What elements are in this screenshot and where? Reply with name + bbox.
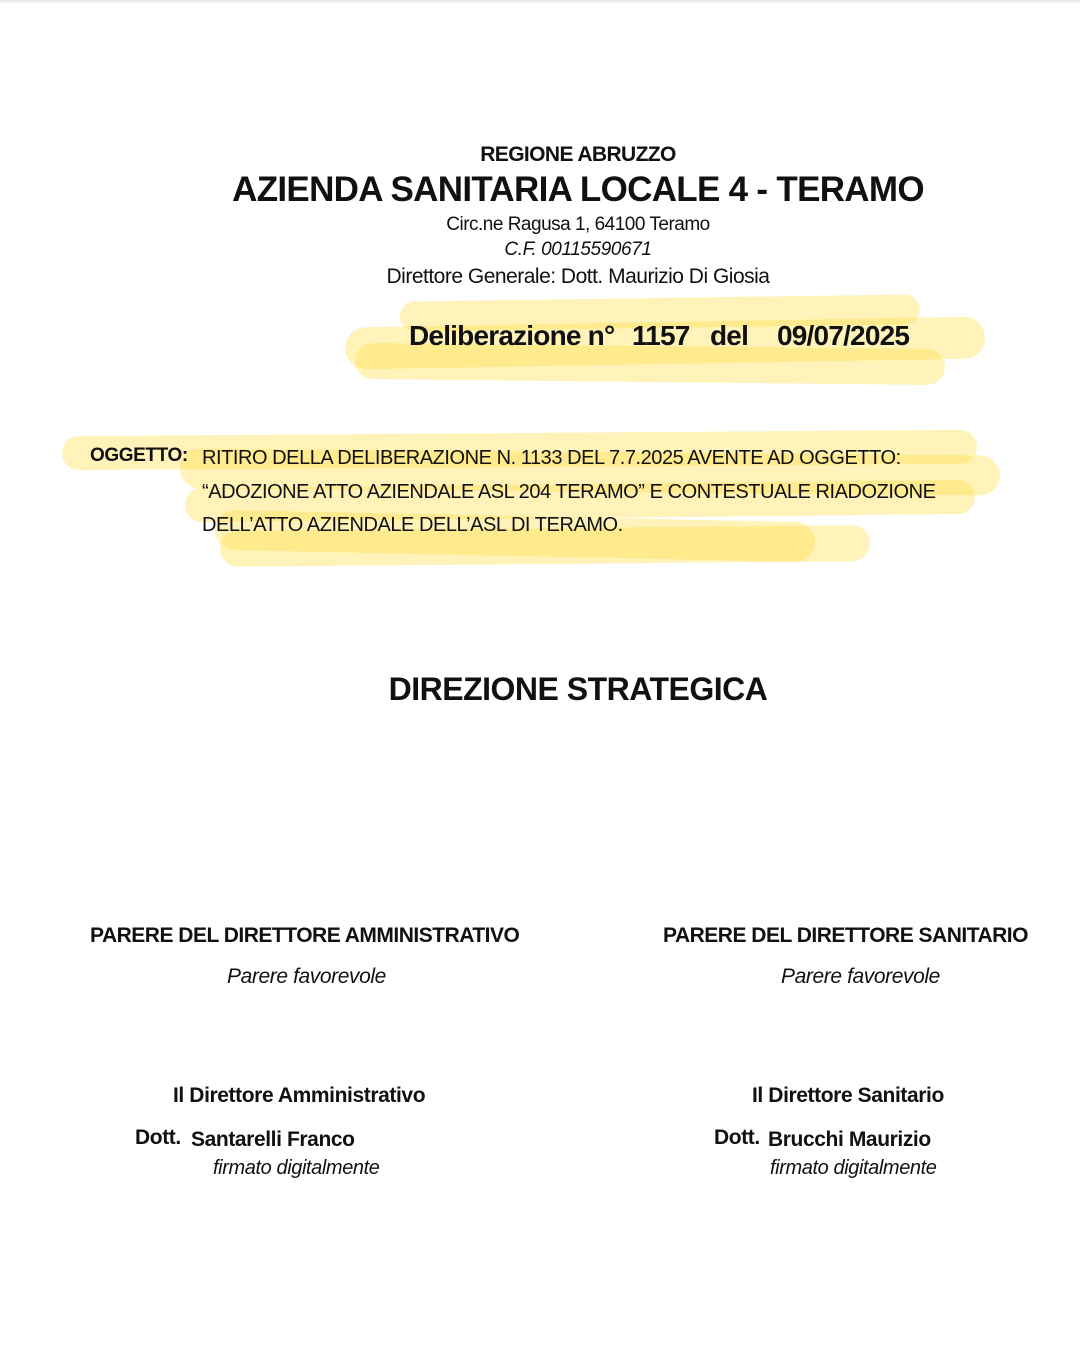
- region-name: REGIONE ABRUZZO: [480, 143, 676, 166]
- parere-amministrativo-title: PARERE DEL DIRETTORE AMMINISTRATIVO: [90, 924, 520, 947]
- deliberazione-number: 1157: [632, 320, 690, 351]
- organization-title: AZIENDA SANITARIA LOCALE 4 - TERAMO: [232, 170, 924, 209]
- oggetto-line: RITIRO DELLA DELIBERAZIONE N. 1133 DEL 7.7.2025 AVENTE AD OGGETTO:: [202, 447, 901, 469]
- deliberazione-date: 09/07/2025: [777, 320, 910, 351]
- direttore-amministrativo-signature: firmato digitalmente: [213, 1157, 380, 1179]
- parere-sanitario-title: PARERE DEL DIRETTORE SANITARIO: [663, 924, 1028, 947]
- oggetto-label: OGGETTO:: [90, 445, 188, 466]
- direttore-amministrativo-title-prefix: Dott.: [135, 1126, 181, 1149]
- direttore-sanitario-signature: firmato digitalmente: [770, 1157, 937, 1179]
- deliberazione-del-label: del: [710, 320, 749, 351]
- organization-address: Circ.ne Ragusa 1, 64100 Teramo: [446, 214, 710, 235]
- direttore-amministrativo-name: Santarelli Franco: [191, 1128, 355, 1151]
- direttore-sanitario-role: Il Direttore Sanitario: [752, 1084, 944, 1107]
- page-top-edge: [0, 0, 1080, 4]
- fiscal-code: C.F. 00115590671: [504, 239, 652, 260]
- direttore-sanitario-title-prefix: Dott.: [714, 1126, 760, 1149]
- director-general: Direttore Generale: Dott. Maurizio Di Giosia: [386, 265, 770, 288]
- direttore-amministrativo-role: Il Direttore Amministrativo: [173, 1084, 426, 1107]
- oggetto-line: DELL’ATTO AZIENDALE DELL’ASL DI TERAMO.: [202, 514, 623, 536]
- parere-amministrativo-value: Parere favorevole: [227, 965, 386, 988]
- section-title: DIREZIONE STRATEGICA: [388, 671, 768, 707]
- direttore-sanitario-name: Brucchi Maurizio: [768, 1128, 931, 1151]
- parere-sanitario-value: Parere favorevole: [781, 965, 940, 988]
- oggetto-line: “ADOZIONE ATTO AZIENDALE ASL 204 TERAMO” E CONTESTUALE RIADOZIONE: [202, 481, 936, 503]
- deliberazione-label: Deliberazione n°: [409, 320, 615, 351]
